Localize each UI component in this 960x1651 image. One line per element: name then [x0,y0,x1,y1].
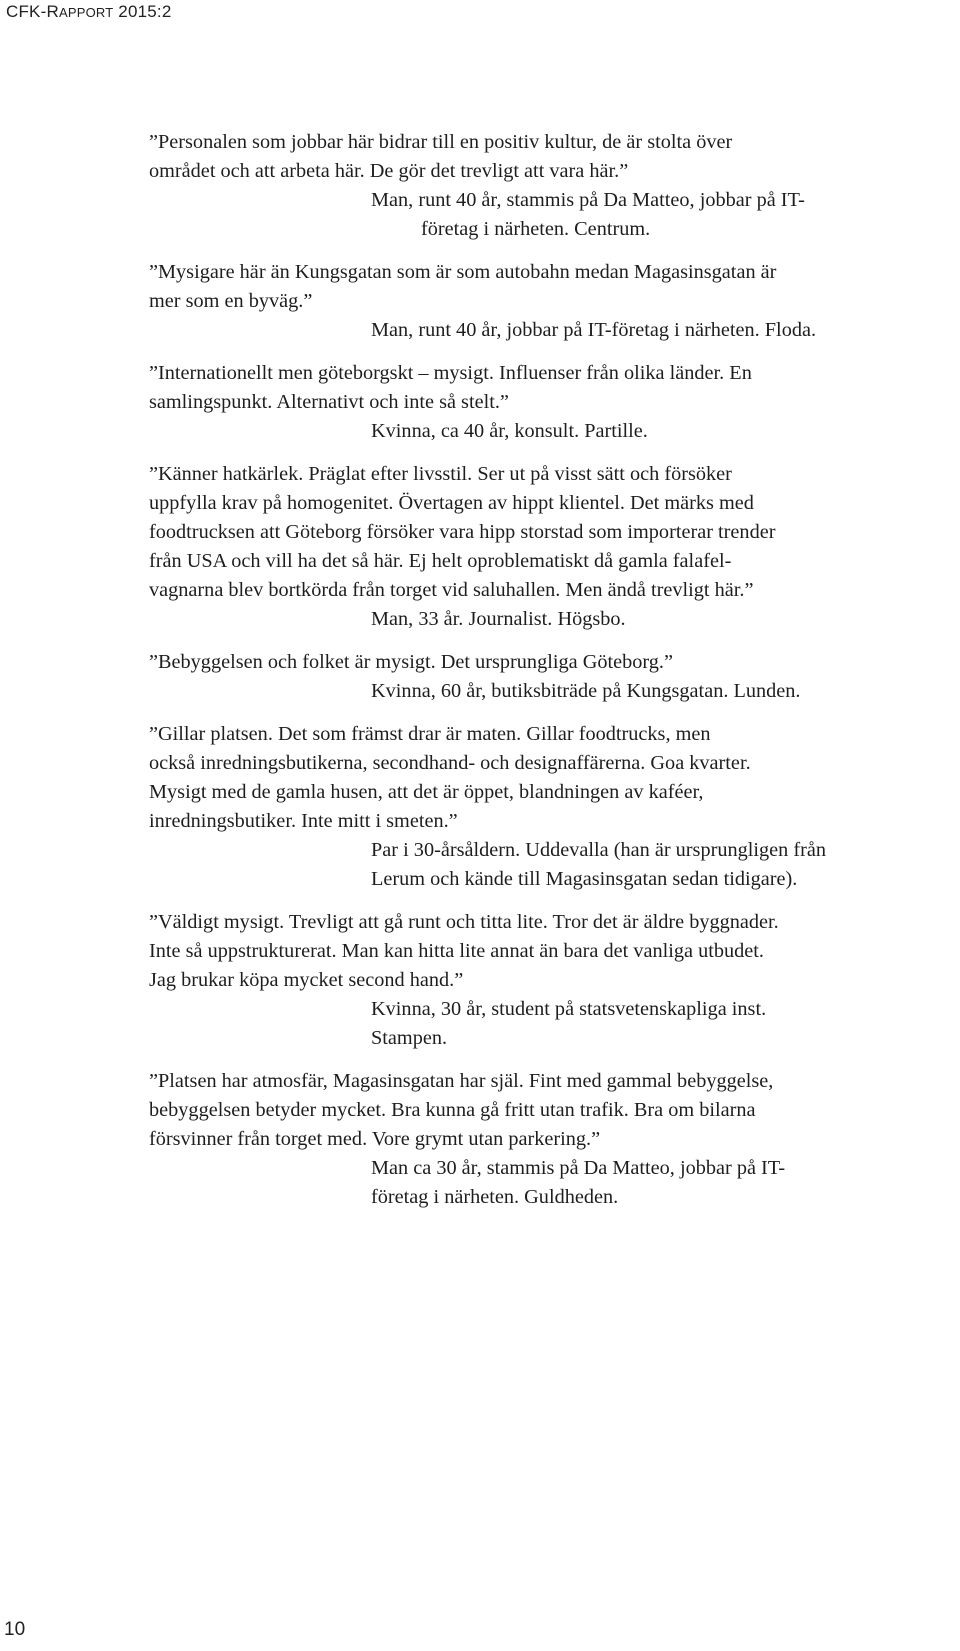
quote-text-line: ”Internationellt men göteborgskt – mysigt. Influenser från olika länder. En [149,362,752,384]
quote-text-line: foodtrucksen att Göteborg försöker vara hipp storstad som importerar trender [149,521,776,543]
quote-text-line: ”Personalen som jobbar här bidrar till en positiv kultur, de är stolta över [149,131,733,153]
quote-text-line: ”Gillar platsen. Det som främst drar är maten. Gillar foodtrucks, men [149,723,711,745]
quote-source-line: Par i 30-årsåldern. Uddevalla (han är ursprungligen från [371,839,827,861]
quote-text-line: området och att arbeta här. De gör det trevligt att vara här.” [149,160,629,182]
quote-text-line: samlingspunkt. Alternativt och inte så stelt.” [149,391,509,413]
quote-source-line: Man, runt 40 år, stammis på Da Matteo, jobbar på IT- [371,189,805,211]
quote-source-line: Kvinna, ca 40 år, konsult. Partille. [371,420,648,442]
running-header-small-caps: APPORT [58,5,114,20]
quote-source-line: Man, 33 år. Journalist. Högsbo. [371,608,626,630]
quote-text-line: ”Mysigare här än Kungsgatan som är som autobahn medan Magasinsgatan är [149,261,777,283]
quote-text-line: ”Känner hatkärlek. Präglat efter livsstil. Ser ut på visst sätt och försöker [149,463,732,485]
quote-text-line: bebyggelsen betyder mycket. Bra kunna gå fritt utan trafik. Bra om bilarna [149,1099,756,1121]
quote-text-line: också inredningsbutikerna, secondhand- och designaffärerna. Goa kvarter. [149,752,751,774]
quote-source-line: Stampen. [371,1027,448,1049]
running-header-suffix: 2015:2 [113,2,172,21]
quote-text-line: uppfylla krav på homogenitet. Övertagen av hippt klientel. Det märks med [149,492,754,514]
quote-text-line: vagnarna blev bortkörda från torget vid saluhallen. Men ändå trevligt här.” [149,579,754,601]
quote-block [149,128,929,244]
quotes-section [149,128,929,1226]
quote-block [149,720,929,894]
quote-text-line: ”Bebyggelsen och folket är mysigt. Det ursprungliga Göteborg.” [149,651,673,673]
quote-text-line: ”Platsen har atmosfär, Magasinsgatan har själ. Fint med gammal bebyggelse, [149,1070,774,1092]
quote-text-line: ”Väldigt mysigt. Trevligt att gå runt och titta lite. Tror det är äldre byggnader. [149,911,779,933]
quote-text-line: Jag brukar köpa mycket second hand.” [149,969,464,991]
quote-text-line: försvinner från torget med. Vore grymt utan parkering.” [149,1128,601,1150]
quote-block [149,1067,929,1212]
running-header [6,2,172,22]
quote-source-line: företag i närheten. Guldheden. [371,1186,619,1208]
quote-block [149,908,929,1053]
quote-source-line: Lerum och kände till Magasinsgatan sedan tidigare). [371,868,798,890]
quote-source-line: Kvinna, 60 år, butiksbiträde på Kungsgatan. Lunden. [371,680,801,702]
page-number: 10 [4,1619,26,1640]
quote-text-line: från USA och vill ha det så här. Ej helt oproblematiskt då gamla falafel- [149,550,732,572]
quote-block [149,648,929,706]
quote-source-line: Man, runt 40 år, jobbar på IT-företag i närheten. Floda. [371,319,817,341]
quote-text-line: inredningsbutiker. Inte mitt i smeten.” [149,810,458,832]
quote-source-line: Man ca 30 år, stammis på Da Matteo, jobbar på IT- [371,1157,786,1179]
quote-source-line: företag i närheten. Centrum. [421,218,651,240]
running-header-prefix: CFK-R [6,2,59,21]
quote-block [149,258,929,345]
quote-text-line: Inte så uppstrukturerat. Man kan hitta lite annat än bara det vanliga utbudet. [149,940,764,962]
quote-block [149,359,929,446]
quote-block [149,460,929,634]
quote-text-line: Mysigt med de gamla husen, att det är öppet, blandningen av kaféer, [149,781,704,803]
quote-source-line: Kvinna, 30 år, student på statsvetenskapliga inst. [371,998,767,1020]
quote-text-line: mer som en byväg.” [149,290,313,312]
